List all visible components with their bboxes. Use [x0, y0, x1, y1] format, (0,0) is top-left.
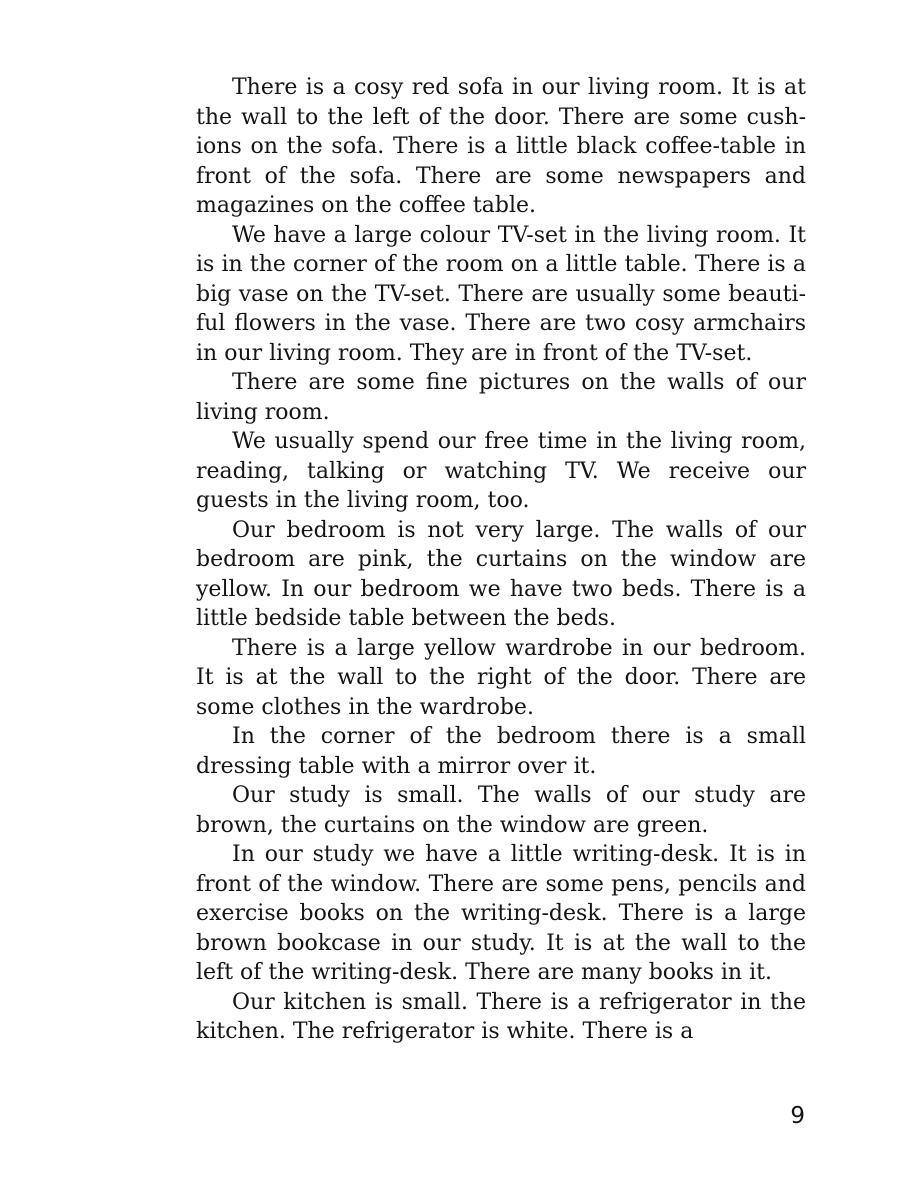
paragraph-living-room-pictures: There are some fine pictures on the walls of our living room.: [196, 370, 806, 425]
paragraph-bedroom: Our bedroom is not very large. The walls of our bedroom are pink, the curtains on the window are yellow. In our bedroom we have two beds. There is a little bedside table between the beds.: [196, 517, 806, 631]
paragraph-bedroom-wardrobe: There is a large yellow wardrobe in our bedroom. It is at the wall to the right of the door. There are some clothes in the wardrobe.: [196, 635, 806, 720]
paragraph-study: Our study is small. The walls of our study are brown, the curtains on the window are green.: [196, 783, 806, 838]
paragraph-living-room-free-time: We usually spend our free time in the living room, reading, talking or watching TV. We receive our guests in the living room, too.: [196, 429, 806, 513]
paragraph-living-room-sofa: There is a cosy red sofa in our living room. It is at the wall to the left of the door. There are some cushions on the sofa. There is a little black coffee-table in front of the sofa. There are some newspapers and magazines on the coffee table.: [196, 75, 806, 218]
paragraph-kitchen: Our kitchen is small. There is a refrigerator in the kitchen. The refrigerator is white. There is a: [196, 989, 806, 1044]
paragraph-living-room-tv: We have a large colour TV-set in the living room. It is in the corner of the room on a little table. There is a big vase on the TV-set. There are usually some beautiful flowers in the vase. There are two cosy armchairs in our living room. They are in front of the TV-set.: [196, 222, 806, 366]
paragraph-study-writing-desk: In our study we have a little writing-desk. It is in front of the window. There are some pens, pencils and exercise books on the writing-desk. There is a large brown bookcase in our study. It is at the wall to the left of the writing-desk. There are many books in it.: [196, 842, 806, 985]
body-text: [196, 73, 806, 1047]
page-number: 9: [790, 1103, 805, 1129]
paragraph-bedroom-dressing-table: In the corner of the bedroom there is a small dressing table with a mirror over it.: [196, 724, 806, 779]
